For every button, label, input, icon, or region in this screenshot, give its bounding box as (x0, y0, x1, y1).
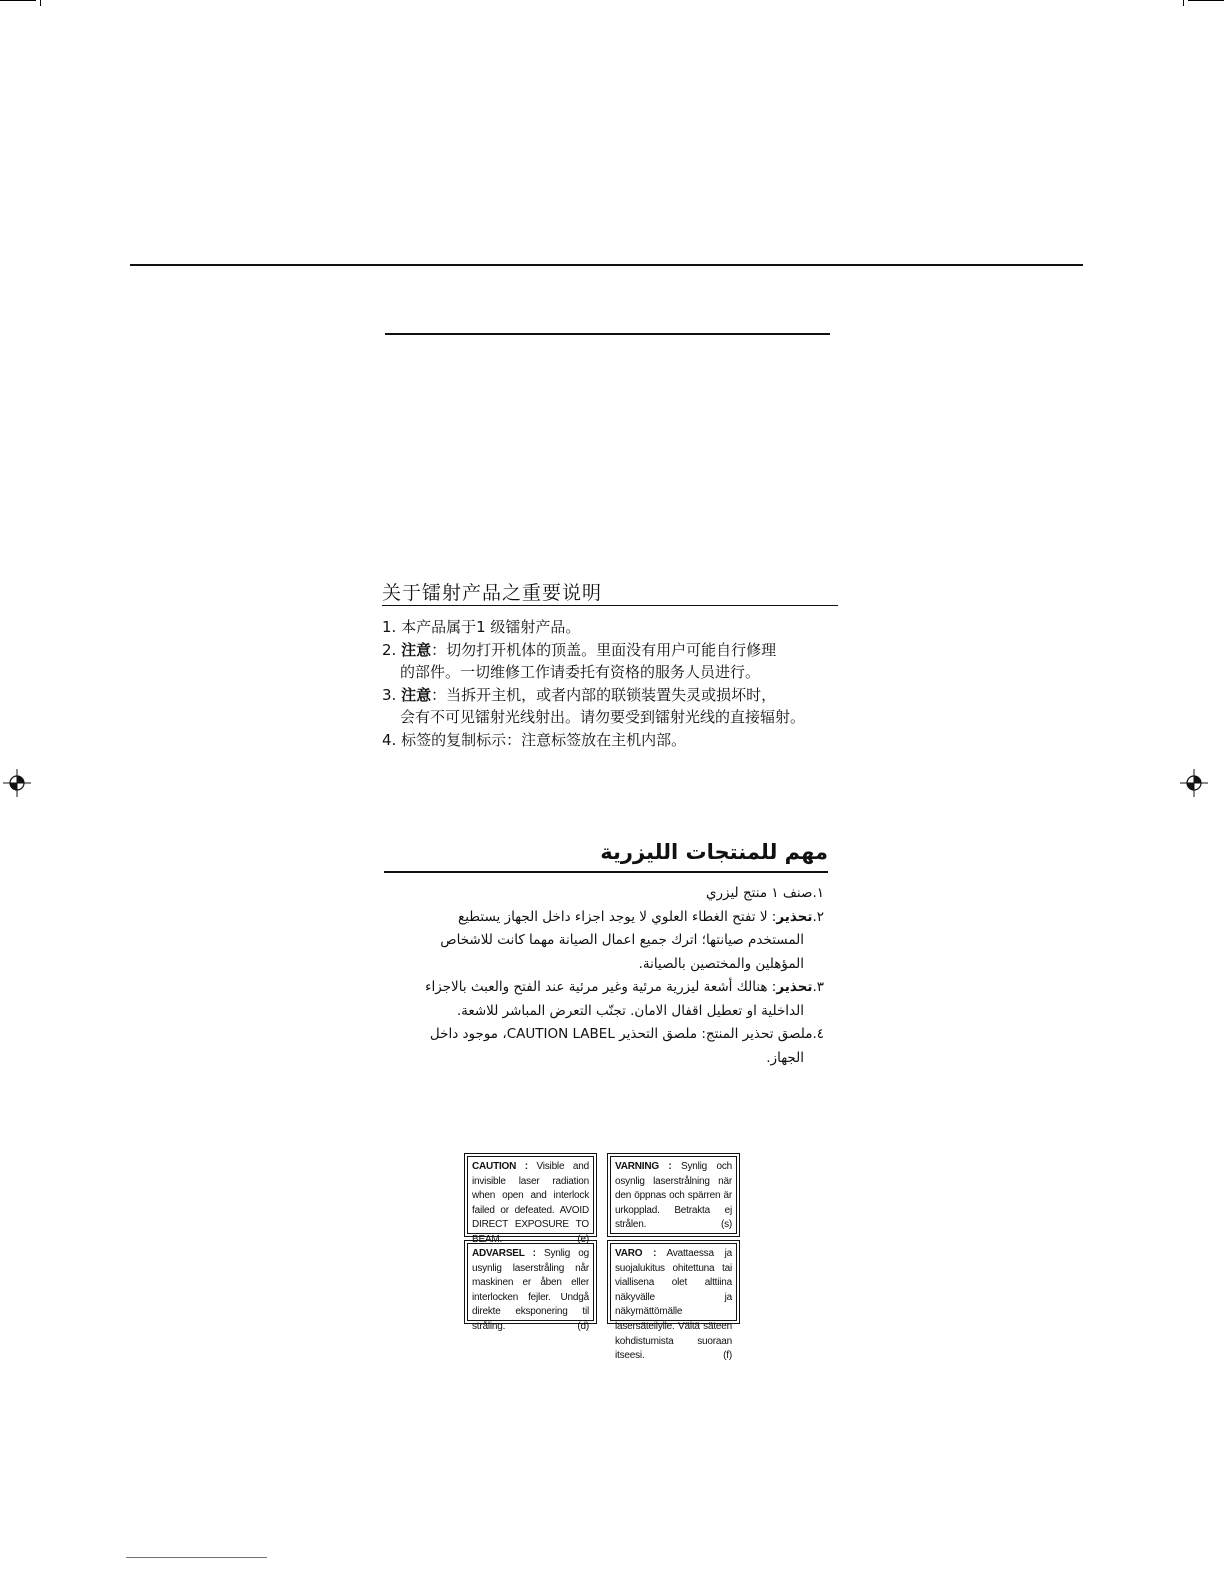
chinese-list-item (382, 684, 852, 707)
label-text: Synlig och osynlig laserstrålning när den öppnas och spärren är urkopplad. Betrakta ej strålen. (615, 1161, 732, 1231)
crop-mark-top-left-vertical (40, 0, 41, 6)
label-heading: VARNING : (615, 1161, 672, 1172)
item-continuation (384, 929, 824, 953)
arabic-list-item (384, 1023, 824, 1047)
label-heading: ADVARSEL : (472, 1248, 536, 1259)
item-warning-label: تحذير (776, 979, 813, 995)
label-code: (e) (577, 1233, 589, 1245)
item-text: ：切勿打开机体的顶盖。里面没有用户可能自行修理 (431, 640, 777, 659)
label-text: Avattaessa ja suojalukitus ohitettuna tai viallisena olet alttiina näkyvälle ja näkymättömälle lasersäteilylle. Vältä säteen kohdistumista suoraan itseesi. (615, 1248, 732, 1362)
item-text: ：当拆开主机，或者内部的联锁装置失灵或损坏时， (431, 685, 777, 704)
item-warning-label: 注意 (401, 685, 432, 704)
item-number: 4. (382, 730, 397, 749)
arabic-title-underline (384, 871, 828, 873)
chinese-list (382, 616, 852, 751)
item-continuation (384, 953, 824, 977)
label-heading: VARO : (615, 1248, 657, 1259)
crop-mark-top-right-vertical (1183, 0, 1184, 6)
arabic-list-item (384, 882, 824, 906)
item-text: صنف ١ منتج ليزري (705, 885, 813, 901)
item-text: الداخلية او تعطيل اقفال الامان. تجنّب التعرض المباشر للاشعة. (456, 1002, 804, 1019)
registration-mark-right-icon (1180, 769, 1208, 797)
item-continuation: 会有不可见镭射光线射出。请勿要受到镭射光线的直接辐射。 (400, 708, 806, 726)
item-number: ٤. (812, 1026, 824, 1042)
item-number: ٢. (812, 908, 824, 925)
item-number: ٣. (812, 979, 824, 995)
top-rule (130, 264, 1083, 266)
chinese-list-item (382, 616, 852, 639)
item-warning-label: 注意 (401, 640, 432, 659)
label-code: (d) (577, 1320, 589, 1332)
chinese-list-item (382, 639, 852, 662)
item-text: المستخدم صيانتها؛ اترك جميع اعمال الصيانة مهما كانت للاشخاص (440, 932, 804, 948)
item-text: : هنالك أشعة ليزرية مرئية وغير مرئية عند الفتح والعبث بالاجزاء (425, 979, 777, 995)
arabic-list (384, 882, 824, 1070)
item-continuation (384, 1000, 824, 1024)
item-continuation (384, 1047, 824, 1071)
item-number: 1. (382, 618, 397, 636)
item-text: : لا تفتح الغطاء العلوي لا يوجد اجزاء داخل الجهاز يستطيع (458, 908, 777, 925)
item-warning-label: تحذير (776, 908, 813, 925)
label-heading: CAUTION : (472, 1161, 528, 1172)
caution-label-danish (467, 1243, 594, 1332)
caution-label-finnish (610, 1243, 737, 1362)
item-number: ١. (812, 885, 824, 901)
item-text: ملصق تحذير المنتج: ملصق التحذير CAUTION LABEL، موجود داخل (429, 1026, 813, 1042)
item-number: 3. (382, 685, 397, 704)
chinese-section-title: 关于镭射产品之重要说明 (382, 582, 603, 604)
label-text: Visible and invisible laser radiation when open and interlock failed or defeated. AVOID DIRECT EXPOSURE TO BEAM. (472, 1161, 589, 1245)
arabic-list-item (384, 906, 824, 930)
chinese-title-underline (382, 605, 838, 606)
arabic-section-title: مهم للمنتجات الليزرية (600, 840, 828, 864)
registration-mark-left-icon (3, 769, 31, 797)
arabic-list-item (384, 976, 824, 1000)
crop-mark-top-right (1188, 0, 1224, 1)
item-text: الجهاز. (766, 1049, 804, 1066)
item-continuation: 的部件。一切维修工作请委托有资格的服务人员进行。 (400, 663, 761, 681)
footer-rule (126, 1557, 267, 1558)
item-text: المؤهلين والمختصين بالصيانة. (638, 955, 804, 972)
label-code: (s) (720, 1219, 732, 1231)
section-rule (385, 333, 830, 335)
item-text: 标签的复制标示：注意标签放在主机内部。 (401, 730, 687, 749)
item-number: 2. (382, 640, 397, 659)
label-code: (f) (723, 1350, 732, 1362)
crop-mark-top-left (0, 0, 36, 1)
item-text: 本产品属于1 级镭射产品。 (401, 618, 581, 636)
caution-label-english (467, 1156, 594, 1245)
label-text: Synlig og usynlig laserstråling når maskinen er åben eller interlocken fejler. Undgå direkte eksponering til stråling. (472, 1248, 589, 1332)
caution-label-swedish (610, 1156, 737, 1234)
chinese-list-item (382, 729, 852, 752)
